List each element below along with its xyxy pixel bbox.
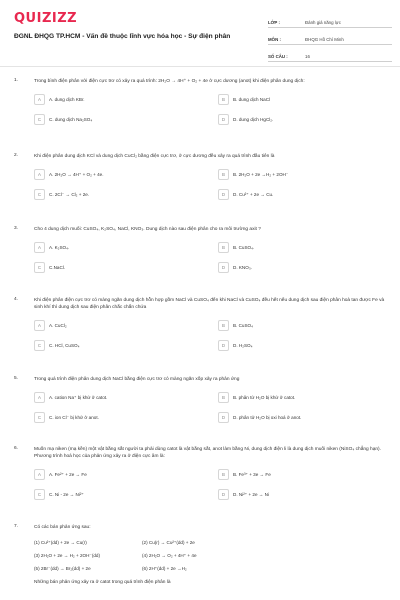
answer-options: [34, 392, 386, 423]
option-c[interactable]: [34, 262, 202, 273]
option-text: B. CuSO₄: [233, 323, 254, 328]
option-letter: A: [34, 169, 45, 180]
option-letter: C: [34, 262, 45, 273]
worksheet-meta: [268, 14, 392, 65]
option-d[interactable]: [218, 489, 386, 500]
option-d[interactable]: [218, 114, 386, 125]
question-3: [0, 226, 400, 297]
option-text: D. KNO₃.: [233, 265, 252, 270]
option-text: A. CuCl₂: [49, 323, 67, 328]
option-a[interactable]: [34, 94, 202, 105]
option-text: B. CuSO₄.: [233, 245, 255, 250]
option-letter: C: [34, 114, 45, 125]
option-b[interactable]: [218, 469, 386, 480]
option-letter: D: [218, 114, 229, 125]
option-a[interactable]: [34, 169, 202, 180]
option-text: D. H₂SO₄: [233, 343, 253, 348]
option-letter: D: [218, 489, 229, 500]
question-text: Trong quá trình điện phân dung dịch NaCl bằng điện cực trơ có màng ngăn xốp xảy ra phản ứng: [34, 377, 240, 382]
option-text: C. HCl, CuSO₄: [49, 343, 80, 348]
meta-row-count: [268, 48, 392, 62]
option-letter: D: [218, 262, 229, 273]
option-c[interactable]: [34, 189, 202, 200]
question-text: Khi điện phân điện cực trơ có màng ngăn dung dịch hỗn hợp gồm NaCl và CuSO₄ đến khi NaCl và CuSO₄ đều hết nếu dung dịch sau điện phân hoà tan được Fe và sinh khí thì dung dịch sau điện phân chắc chắn chứa: [34, 298, 385, 310]
option-letter: A: [34, 469, 45, 480]
question-2: [0, 153, 400, 226]
option-a[interactable]: [34, 320, 202, 331]
option-a[interactable]: [34, 242, 202, 253]
option-c[interactable]: [34, 489, 202, 500]
option-text: D. phân tử H₂O bị oxi hoá ở anot.: [233, 415, 302, 420]
question-text: Khi điện phân dung dịch KCl và dung dịch CuCl₂ bằng điện cực trơ, ở cực dương đều xảy ra quá trình đầu tiên là: [34, 154, 275, 159]
question-number: 1.: [14, 78, 19, 83]
option-text: B. 2H₂O + 2e →H₂ + 2OH⁻: [233, 171, 289, 177]
meta-label: MÔN :: [268, 37, 281, 42]
option-text: B. phân tử H₂O bị khử ở catot.: [233, 395, 296, 400]
worksheet-header: [0, 0, 400, 62]
option-text: C. 2Cl⁻ → Cl₂ + 2e.: [49, 191, 90, 197]
option-text: A. cation Na⁺ bị khử ở catot.: [49, 394, 108, 400]
option-letter: B: [218, 320, 229, 331]
option-text: D. Ni²⁺ + 2e → Ni: [233, 491, 269, 497]
option-d[interactable]: [218, 189, 386, 200]
meta-value: ĐHQG Hồ Chí Minh: [305, 37, 344, 42]
answer-options: [34, 242, 386, 273]
option-a[interactable]: [34, 392, 202, 403]
answer-options: [34, 169, 386, 200]
question-number: 5.: [14, 376, 19, 381]
option-text: D. Cu²⁺ + 2e → Cu.: [233, 191, 274, 197]
meta-label: LỚP :: [268, 20, 280, 25]
half-reaction-list: [34, 540, 386, 572]
answer-options: [34, 94, 386, 125]
half-reaction-item: (6) 2H⁺(dd) + 2e →H₂: [142, 566, 187, 571]
question-number: 3.: [14, 226, 19, 231]
option-d[interactable]: [218, 262, 386, 273]
question-number: 6.: [14, 446, 19, 451]
question-number: 2.: [14, 153, 19, 158]
option-text: C. Ni - 2e → Ni²⁺: [49, 491, 84, 497]
meta-row-class: [268, 14, 392, 28]
option-text: B. dung dịch NaCl: [233, 97, 271, 102]
option-text: C. dung dịch Na₂SO₄: [49, 117, 93, 122]
option-letter: A: [34, 320, 45, 331]
question-number: 7.: [14, 524, 19, 529]
question-7: [0, 524, 400, 585]
worksheet-title: ĐGNL ĐHQG TP.HCM - Vấn đề thuộc lĩnh vực hóa học - Sự điện phân: [14, 33, 231, 40]
option-text: A. dung dịch KBr.: [49, 97, 85, 102]
meta-label: SỐ CÂU :: [268, 54, 288, 59]
header-divider: [0, 66, 400, 67]
question-text: Muốn mạ niken (mạ kền) một vật bằng sắt người ta phải dùng catot là vật bằng sắt, anot làm bằng Ni, dung dịch điện li là dung dịch muối niken (NiSO₄ chẳng hạn). Phương trình hoá học của phản ứng xảy ra ở điện cực âm là:: [34, 447, 381, 459]
option-letter: A: [34, 94, 45, 105]
option-letter: D: [218, 189, 229, 200]
option-letter: C: [34, 412, 45, 423]
question-4: [0, 297, 400, 376]
half-reaction-item: (4) 2H₂O → O₂ + 4H⁺ + 4e: [142, 553, 197, 558]
option-b[interactable]: [218, 320, 386, 331]
option-c[interactable]: [34, 412, 202, 423]
option-letter: D: [218, 340, 229, 351]
option-letter: A: [34, 392, 45, 403]
meta-value: Đánh giá năng lực: [305, 20, 341, 25]
option-letter: A: [34, 242, 45, 253]
question-text: Trong bình điện phân với điện cực trơ có xảy ra quá trình: 2H₂O → 4H⁺ + O₂ + 4e ở cực dương (anot) khi điện phân dung dịch:: [34, 79, 305, 84]
option-c[interactable]: [34, 340, 202, 351]
question-text: Có các bán phản ứng sau:: [34, 525, 91, 530]
answer-options: [34, 469, 386, 500]
option-text: A. K₂SO₄.: [49, 245, 70, 250]
option-b[interactable]: [218, 392, 386, 403]
option-text: A. Fe²⁺ + 2e → Fe: [49, 471, 87, 477]
option-text: D. dung dịch HgCl₂.: [233, 117, 274, 122]
option-letter: D: [218, 412, 229, 423]
half-reaction-item: (2) Cu(r) → Cu²⁺(dd) + 2e: [142, 540, 195, 545]
option-letter: B: [218, 94, 229, 105]
question-prompt: Những bán phản ứng xảy ra ở catot trong quá trình điện phân là: [34, 580, 171, 585]
option-b[interactable]: [218, 169, 386, 180]
option-b[interactable]: [218, 242, 386, 253]
option-letter: C: [34, 189, 45, 200]
meta-row-subject: [268, 31, 392, 45]
meta-value: 16: [305, 54, 310, 59]
question-6: [0, 446, 400, 524]
option-text: B. Fe³⁺ + 3e → Fe: [233, 471, 271, 477]
option-text: C.NaCl.: [49, 265, 66, 270]
option-text: A. 2H₂O → 4H⁺ + O₂ + 4e.: [49, 171, 104, 177]
question-number: 4.: [14, 297, 19, 302]
quizizz-logo: QUIZIZZ: [14, 11, 78, 26]
option-d[interactable]: [218, 340, 386, 351]
option-letter: B: [218, 242, 229, 253]
option-letter: B: [218, 392, 229, 403]
question-text: Cho 4 dung dịch muối: CuSO₄, K₂SO₄, NaCl, KNO₃. Dung dịch nào sau điện phân cho ra môi trường axit ?: [34, 227, 261, 232]
option-b[interactable]: [218, 94, 386, 105]
option-a[interactable]: [34, 469, 202, 480]
option-letter: B: [218, 169, 229, 180]
half-reaction-item: (3) 2H₂O + 2e → H₂ + 2OH⁻(dd): [34, 553, 100, 558]
question-1: [0, 78, 400, 153]
option-text: C. ion Cl⁻ bị khử ở anot.: [49, 414, 99, 420]
option-letter: C: [34, 489, 45, 500]
option-letter: B: [218, 469, 229, 480]
half-reaction-item: (5) 2Br⁻(dd) → Br₂(dd) + 2e: [34, 566, 91, 571]
question-5: [0, 376, 400, 446]
option-c[interactable]: [34, 114, 202, 125]
question-list: [0, 78, 400, 585]
option-d[interactable]: [218, 412, 386, 423]
half-reaction-item: (1) Cu²⁺(dd) + 2e → Cu(r): [34, 540, 87, 545]
option-letter: C: [34, 340, 45, 351]
answer-options: [34, 320, 386, 351]
